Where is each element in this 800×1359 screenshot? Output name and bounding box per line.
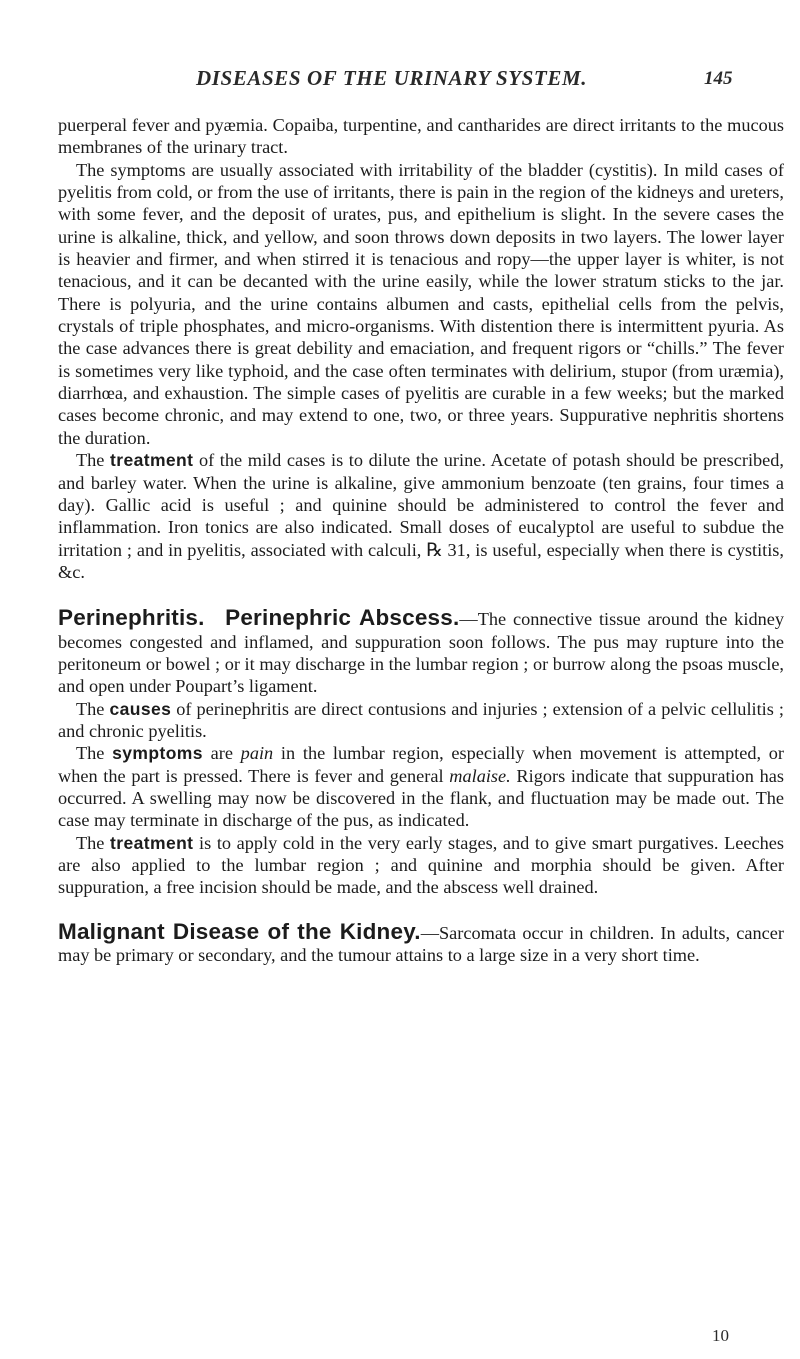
running-head: [0, 66, 800, 98]
paragraph-text: of perinephritis are direct contusions and injuries ; extension of a pelvic cellulitis ; and chronic pyelitis.: [58, 698, 784, 741]
page-number: 145: [704, 68, 733, 89]
runin-treatment: treatment: [110, 832, 194, 853]
lead-word: The: [76, 743, 113, 764]
body-text: [58, 114, 784, 966]
italic-malaise: malaise.: [449, 765, 511, 786]
paragraph-text: of the mild cases is to dilute the urine. Acetate of potash should be prescribed, and barley water. When the urine is alkaline, give ammonium benzoate (ten grains, four times a day). Gallic acid is useful ; and quinine should be administered to control the fever and inflammation. Iron tonics are also indicated. Small doses of eucalyptol are useful to subdue the irritation ; and in pyelitis, associated with calculi, ℞ 31, is useful, especially when there is cystitis, &c.: [58, 450, 784, 582]
paragraph-text: Rigors indicate that suppuration has occurred. A swelling may now be discovered in the flank, and fluctuation may be made out. The case may terminate in discharge of the pus, as indicated.: [58, 765, 784, 831]
paragraph-continuation: [58, 114, 784, 159]
running-title: DISEASES OF THE URINARY SYSTEM.: [196, 66, 588, 90]
italic-pain: pain: [240, 743, 274, 764]
paragraph-text: —Sarcomata occur in children. In adults, cancer may be primary or secondary, and the tumour attains to a large size in a very short time.: [58, 922, 784, 966]
signature-mark: 10: [712, 1326, 729, 1345]
paragraph-treatment-pyelitis: [58, 449, 784, 583]
runin-symptoms: symptoms: [112, 743, 203, 764]
section-perinephritis: [58, 607, 784, 697]
paragraph-symptoms-perinephritis: [58, 742, 784, 831]
lead-word: The: [76, 832, 111, 853]
paragraph-treatment-perinephritis: [58, 832, 784, 899]
paragraph-text: —The connective tissue around the kidney becomes congested and inflamed, and suppuration soon follows. The pus may rupture into the peritoneum or bowel ; or it may discharge in the lumbar region ; or burrow along the psoas muscle, and open under Poupart’s ligament.: [58, 609, 784, 697]
paragraph-text: is to apply cold in the very early stages, and to give smart purgatives. Leeches are also applied to the lumbar region ; and quinine and morphia should be given. After suppuration, a free incision should be made, and the abscess well drained.: [58, 832, 784, 898]
paragraph-text: in the lumbar region, especially when movement is attempted, or when the part is pressed. There is fever and general: [58, 743, 784, 786]
heading-malignant-disease: Malignant Disease of the Kidney.: [58, 918, 421, 944]
section-malignant-disease: [58, 918, 784, 967]
runin-treatment: treatment: [110, 450, 194, 471]
paragraph-text: are: [202, 743, 241, 764]
heading-perinephritis: Perinephritis.: [58, 605, 205, 631]
paragraph-text: puerperal fever and pyæmia. Copaiba, turpentine, and cantharides are direct irritants to the mucous membranes of the urinary tract.: [58, 115, 784, 158]
paragraph-text: The symptoms are usually associated with irritability of the bladder (cystitis). In mild cases of pyelitis from cold, or from the use of irritants, there is pain in the region of the kidneys and ureters, with some fever, and the deposit of urates, pus, and epithelium is slight. In the severe cases the urine is alkaline, thick, and yellow, and soon throws down deposits in two layers. The lower layer is heavier and firmer, and when stirred it is tenacious and ropy—the upper layer is whiter, is not tenacious, and it can be decanted with the urine easily, while the lower stratum sticks to the jar. There is polyuria, and the urine contains albumen and casts, epithelial cells from the pelvis, crystals of triple phosphates, and micro-organisms. With distention there is intermittent pyuria. As the case advances there is great debility and emaciation, and frequent rigors or “chills.” The fever is sometimes very like typhoid, and the case often terminates with delirium, stupor (from uræmia), diarrhœa, and exhaustion. The simple cases of pyelitis are curable in a few weeks; but the marked cases become chronic, and may extend to one, two, or three years. Suppurative nephritis shortens the duration.: [58, 159, 784, 448]
lead-word: The: [76, 450, 111, 471]
paragraph-causes: [58, 698, 784, 743]
runin-causes: causes: [109, 698, 172, 719]
paragraph-symptoms-pyelitis: [58, 159, 784, 449]
lead-word: The: [76, 698, 110, 719]
heading-perinephric-abscess: Perinephric Abscess.: [225, 605, 460, 631]
